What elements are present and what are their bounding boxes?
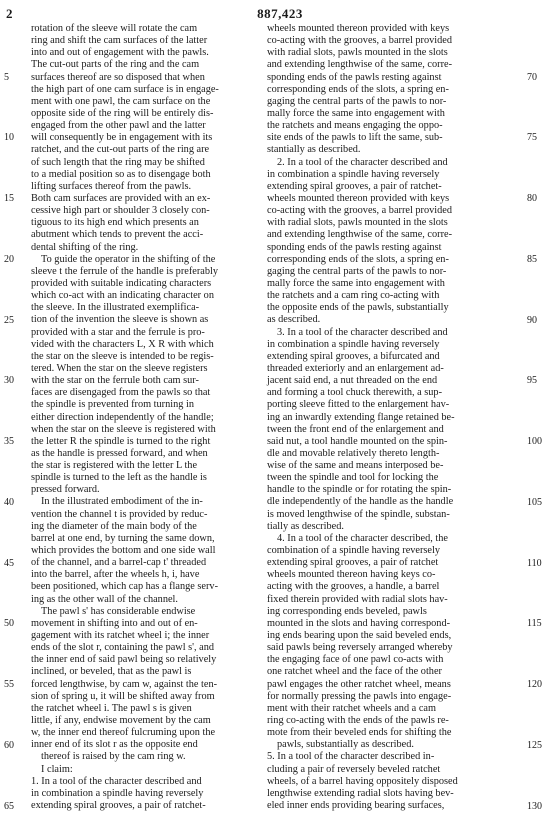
text-line: in combination a spindle having reversely <box>31 787 204 799</box>
text-line: wise of the same and means interposed be- <box>267 460 444 472</box>
text-line: ring co-acting with the ends of the pawls re- <box>267 715 449 727</box>
line-number: 45 <box>4 557 14 569</box>
text-line: To guide the operator in the shifting of the <box>41 253 216 265</box>
text-line: said nut, a tool handle mounted on the spin- <box>267 435 448 447</box>
line-number: 70 <box>527 71 537 83</box>
text-line: sponding ends of the pawls resting against <box>267 71 442 83</box>
text-line: ment with their ratchet wheels and a cam <box>267 702 436 714</box>
text-line: acting with the grooves, a handle, a barrel <box>267 581 440 593</box>
text-line: is moved lengthwise of the spindle, substan- <box>267 508 450 520</box>
text-line: sleeve t the ferrule of the handle is preferably <box>31 265 218 277</box>
text-line: for normally pressing the pawls into engage- <box>267 690 452 702</box>
text-line: to a medial position so as to disengage both <box>31 168 211 180</box>
sheet-mark: 2 <box>6 6 13 21</box>
text-line: in combination a spindle having reversely <box>267 338 440 350</box>
text-line: wheels mounted thereon having keys co- <box>267 569 436 581</box>
text-line: extending spiral grooves, a pair of ratchet- <box>31 800 206 811</box>
line-number: 15 <box>4 193 14 205</box>
line-number: 5 <box>4 71 9 83</box>
text-line: dle independently of the handle as the handle <box>267 496 454 508</box>
line-number: 60 <box>4 739 14 751</box>
text-line: gaging the central parts of the pawls to nor- <box>267 95 447 107</box>
text-line: either direction independently of the handle; <box>31 411 214 423</box>
line-number: 25 <box>4 314 14 326</box>
right-text-column <box>267 23 493 812</box>
line-number: 100 <box>527 436 542 448</box>
text-line: ends of the slot r, containing the pawl s', and <box>31 642 215 654</box>
text-line: will consequently be in engagement with its <box>31 132 213 144</box>
text-line: 3. In a tool of the character described and <box>277 326 448 338</box>
text-line: as the handle is pressed forward, and when <box>31 447 208 459</box>
text-line: dental shifting of the ring. <box>31 241 139 253</box>
text-line: ring and shift the cam surfaces of the latter <box>31 35 208 47</box>
text-line: sponding ends of the pawls resting against <box>267 241 442 253</box>
text-line: threaded exteriorly and an enlargement ad- <box>267 362 444 374</box>
text-line: tween the front end of the enlargement and <box>267 423 444 435</box>
line-number: 85 <box>527 253 537 265</box>
text-line: tiguous to its high end which presents an <box>31 217 199 229</box>
text-line: the opposite ends of the pawls, substantially <box>267 302 449 314</box>
text-line: in combination a spindle having reversely <box>267 168 440 180</box>
text-line: the high part of one cam surface is in engage- <box>31 83 219 95</box>
text-line: w, the inner end thereof fulcruming upon the <box>31 727 216 739</box>
text-line: In the illustrated embodiment of the in- <box>41 496 203 508</box>
text-line: dle and movable relatively thereto length- <box>267 447 440 459</box>
text-line: vention the channel t is provided by reduc- <box>31 508 208 520</box>
line-number: 110 <box>527 557 542 569</box>
text-line: pressed forward. <box>31 484 100 496</box>
text-line: tween the spindle and tool for locking the <box>267 472 439 484</box>
text-line: movement in shifting into and out of en- <box>31 617 198 629</box>
text-line: tion of the invention the sleeve is shown as <box>31 314 209 326</box>
text-line: the inner end of said pawl being so relatively <box>31 654 217 666</box>
text-line: when the star on the sleeve is registered with <box>31 423 216 435</box>
text-line: with the star on the ferrule both cam sur- <box>31 375 199 387</box>
text-line: ment with one pawl, the cam surface on the <box>31 95 211 107</box>
text-line: of such length that the ring may be shifted <box>31 156 205 168</box>
text-line: surfaces thereof are so disposed that when <box>31 71 205 83</box>
text-line: mounted in the slots and having correspond- <box>267 617 451 629</box>
text-line: the ratchet wheel i. The pawl s is given <box>31 702 192 714</box>
line-number: 130 <box>527 800 542 812</box>
text-line: ing corresponding ends beveled, pawls <box>267 605 427 617</box>
text-line: been positioned, which cap has a flange serv- <box>31 581 218 593</box>
text-line: as described. <box>267 314 321 326</box>
text-line: into and out of engagement with the pawls. <box>31 47 209 59</box>
text-line: provided with suitable indicating characters <box>31 277 212 289</box>
text-line: and extending lengthwise of the same, corre- <box>267 229 452 241</box>
text-line: pawls, substantially as described. <box>277 739 414 751</box>
text-line: ratchet, and the cut-out parts of the ring are <box>31 144 210 156</box>
text-line: and forming a tool chuck therewith, a sup- <box>267 387 442 399</box>
text-line: the star on the sleeve is intended to be regis- <box>31 350 214 362</box>
text-line: gagement with its ratchet wheel i; the inner <box>31 630 210 642</box>
text-line: the star is registered with the letter L the <box>31 460 198 472</box>
line-number: 65 <box>4 800 14 812</box>
text-line: extending spiral grooves, a pair of ratchet- <box>267 180 442 192</box>
text-line: one ratchet wheel and the face of the other <box>267 666 442 678</box>
text-line: cessive high part or shoulder 3 closely con- <box>31 205 210 217</box>
text-line: wheels mounted thereon provided with keys <box>267 23 450 34</box>
text-line: extending spiral grooves, a pair of ratchet <box>267 557 439 569</box>
text-line: the ratchets and a cam ring co-acting with <box>267 290 440 302</box>
text-line: The pawl s' has considerable endwise <box>41 605 196 617</box>
line-number: 40 <box>4 496 14 508</box>
text-line: mally force the same into engagement with <box>267 107 445 119</box>
text-line: and extending lengthwise of the same, corre- <box>267 59 452 71</box>
text-line: co-acting with the grooves, a barrel provided <box>267 205 452 217</box>
text-line: little, if any, endwise movement by the cam <box>31 715 211 727</box>
line-number: 105 <box>527 496 542 508</box>
line-number: 95 <box>527 375 537 387</box>
text-line: barrel at one end, by turning the same down, <box>31 532 215 544</box>
text-line: fixed therein provided with radial slots hav- <box>267 593 448 605</box>
text-line: spindle is turned to the left as the handle is <box>31 472 207 484</box>
text-line: eled inner ends providing bearing surfaces, <box>267 800 445 811</box>
line-number: 20 <box>4 253 14 265</box>
line-number: 115 <box>527 618 542 630</box>
line-number: 30 <box>4 375 14 387</box>
line-number: 55 <box>4 679 14 691</box>
text-line: tered. When the star on the sleeve registers <box>31 362 208 374</box>
text-line: tially as described. <box>267 520 344 532</box>
text-line: cluding a pair of reversely beveled ratchet <box>267 763 441 775</box>
text-line: the sleeve. In the illustrated exemplifica- <box>31 302 200 314</box>
patent-number: 887,423 <box>257 6 303 21</box>
text-line: Both cam surfaces are provided with an ex- <box>31 192 211 204</box>
text-line: engaged from the other pawl and the latter <box>31 120 206 132</box>
left-text-column <box>31 23 257 812</box>
text-line: said pawls being reversely arranged whereby <box>267 642 453 654</box>
text-line: 4. In a tool of the character described, the <box>277 532 448 544</box>
text-line: the engaging face of one pawl co-acts with <box>267 654 444 666</box>
text-line: co-acting with the grooves, a barrel provided <box>267 35 452 47</box>
text-line: 5. In a tool of the character described in- <box>267 751 435 763</box>
text-line: rotation of the sleeve will rotate the cam <box>31 23 198 34</box>
text-line: combination of a spindle having reversely <box>267 545 440 557</box>
text-line: forced lengthwise, by cam w, against the ten- <box>31 678 218 690</box>
text-line: sion of spring u, it will be shifted away from <box>31 690 215 702</box>
text-line: 1. In a tool of the character described and <box>31 775 202 787</box>
line-number: 75 <box>527 132 537 144</box>
line-number: 50 <box>4 618 14 630</box>
text-line: ing ends bearing upon the said beveled ends, <box>267 630 452 642</box>
text-line: The cut-out parts of the ring and the cam <box>31 59 200 71</box>
text-line: corresponding ends of the slots, a spring en- <box>267 253 449 265</box>
line-number: 90 <box>527 314 537 326</box>
text-line: the ratchets and means engaging the oppo- <box>267 120 443 132</box>
text-line: thereof is raised by the cam ring w. <box>41 751 186 763</box>
text-line: handle to the spindle or for rotating the spin- <box>267 484 452 496</box>
text-line: 2. In a tool of the character described and <box>277 156 448 168</box>
text-line: lengthwise extending radial slots having bev- <box>267 787 454 799</box>
text-line: opposite side of the ring will be entirely dis- <box>31 107 214 119</box>
text-line: the letter R the spindle is turned to the right <box>31 435 211 447</box>
line-number: 125 <box>527 739 542 751</box>
text-line: inner end of its slot r as the opposite end <box>31 739 198 751</box>
text-line: ing as the other wall of the channel. <box>31 593 178 605</box>
text-line: jacent said end, a nut threaded on the end <box>267 375 438 387</box>
text-line: the spindle is prevented from turning in <box>31 399 195 411</box>
line-number: 10 <box>4 132 14 144</box>
text-line: with radial slots, pawls mounted in the slots <box>267 47 448 59</box>
text-line: which co-act with an indicating character on <box>31 290 214 302</box>
text-line: with radial slots, pawls mounted in the slots <box>267 217 448 229</box>
text-line: into the barrel, after the wheels h, i, have <box>31 569 200 581</box>
text-line: vided with the characters L, X R with which <box>31 338 214 350</box>
text-line: of the channel, and a barrel-cap t' threaded <box>31 557 207 569</box>
text-line: faces are disengaged from the pawls so that <box>31 387 211 399</box>
text-line: porting sleeve fitted to the enlargement hav- <box>267 399 450 411</box>
text-line: ing an inwardly extending flange retained be- <box>267 411 455 423</box>
text-line: provided with a star and the ferrule is pro- <box>31 326 205 338</box>
text-line: wheels, of a barrel having oppositely disposed <box>267 775 458 787</box>
text-line: gaging the central parts of the pawls to nor- <box>267 265 447 277</box>
text-line: mote from their beveled ends for shifting the <box>267 727 452 739</box>
text-line: I claim: <box>41 763 73 775</box>
line-number: 80 <box>527 193 537 205</box>
text-line: ing the diameter of the main body of the <box>31 520 197 532</box>
text-line: stantially as described. <box>267 144 361 156</box>
text-line: abutment which tends to prevent the acci- <box>31 229 204 241</box>
line-number: 35 <box>4 436 14 448</box>
text-line: extending spiral grooves, a bifurcated and <box>267 350 440 362</box>
text-line: lifting surfaces thereof from the pawls. <box>31 180 192 192</box>
text-line: mally force the same into engagement with <box>267 277 445 289</box>
text-line: inclined, or beveled, that as the pawl is <box>31 666 192 678</box>
text-line: which provides the bottom and one side wall <box>31 545 216 557</box>
text-line: pawl engages the other ratchet wheel, means <box>267 678 451 690</box>
line-number: 120 <box>527 679 542 691</box>
text-line: corresponding ends of the slots, a spring en- <box>267 83 449 95</box>
text-line: wheels mounted thereon provided with keys <box>267 192 450 204</box>
text-line: site ends of the pawls to lift the same, sub- <box>267 132 443 144</box>
